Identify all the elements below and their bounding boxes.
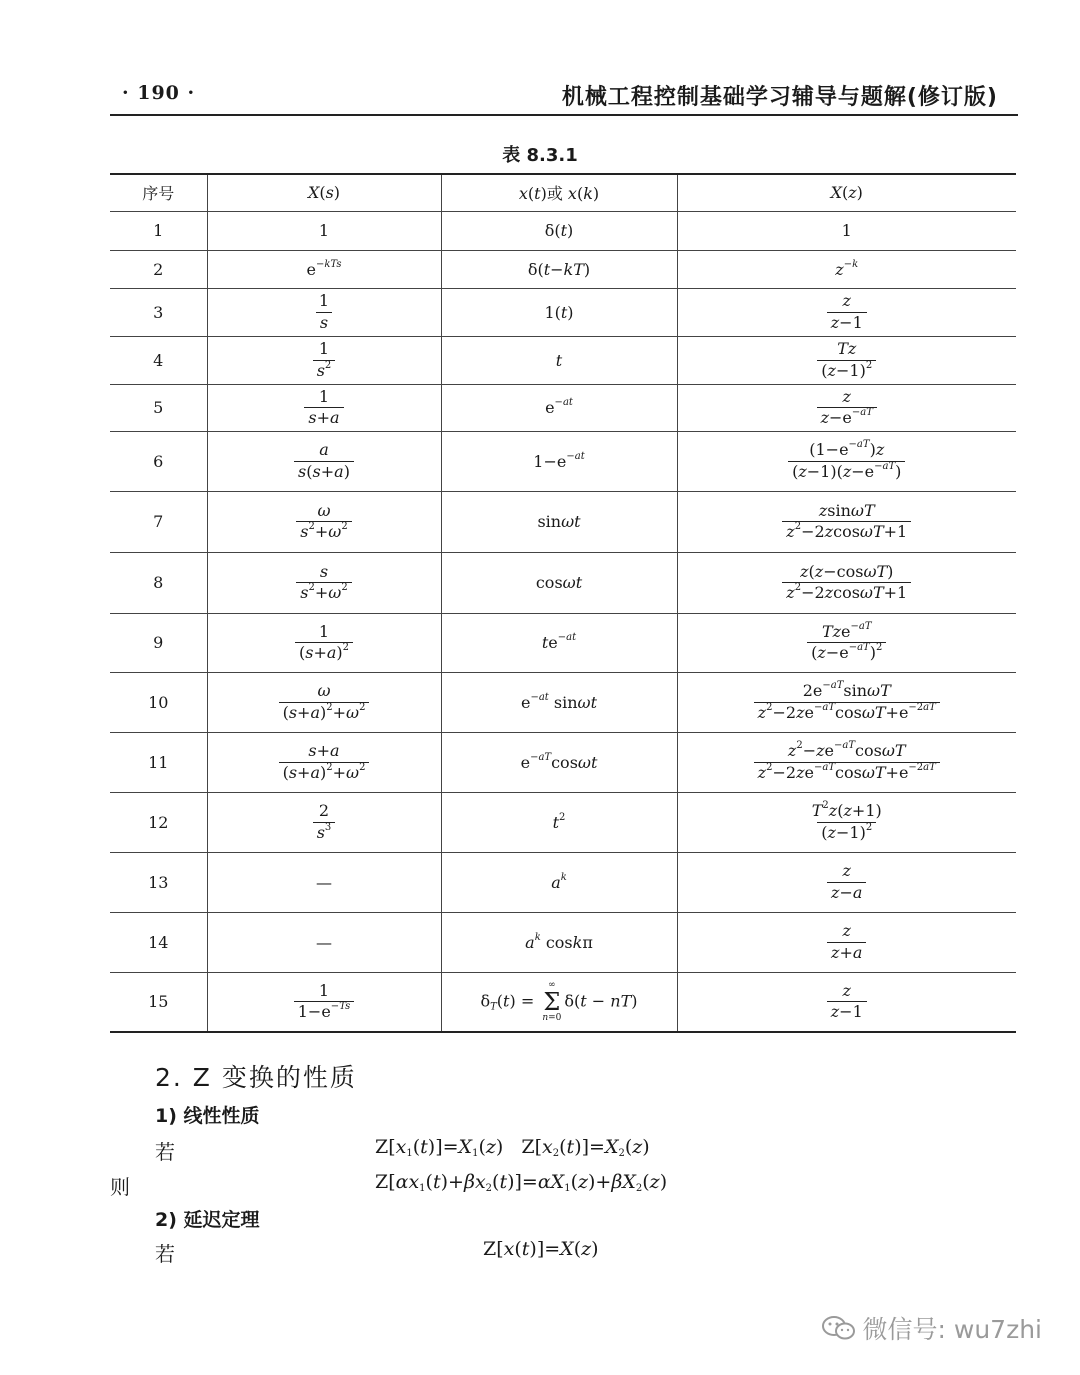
header-rule [110,114,1018,116]
cell-xt: cosωt [441,552,677,613]
cell-xs: — [207,852,441,912]
cell-xz: $\frac{zsin\omega T}{z^2-2zcos\omega T+1}$ [677,491,1016,552]
table-row [110,211,1016,250]
table-row [110,552,1016,613]
cell-xt: $te^{-at}$ [441,613,677,672]
cell-xs: $\frac{1}{(s+a)^2}$ [207,613,441,672]
if-label-2: 若 [155,1242,175,1266]
cell-xt: $\delta_T(t)$ = ∞ Σ n=0 δ(t − nT) [441,972,677,1032]
row-index: 8 [110,552,207,613]
cell-xt: 1(t) [441,288,677,336]
wechat-icon [821,1315,857,1341]
table-row [110,336,1016,384]
row-index: 7 [110,491,207,552]
row-index: 1 [110,211,207,250]
linearity-result: $Z[\alpha x_1(t)+\beta x_2(t)]=\alpha X_1(z)+\beta X_2(z)$ [375,1171,668,1194]
table-row [110,672,1016,732]
row-index: 13 [110,852,207,912]
cell-xz: $\frac{Tze^{-aT}}{(z-e^{-aT})^2}$ [677,613,1016,672]
row-index: 2 [110,250,207,288]
page-number: · 190 · [122,82,196,104]
header-index: 序号 [110,174,207,211]
section-title: 2. Z 变换的性质 [155,1063,357,1092]
row-index: 12 [110,792,207,852]
row-index: 4 [110,336,207,384]
watermark-text: 微信号: wu7zhi [862,1315,1042,1344]
cell-xz: $\frac{z}{z-1}$ [677,288,1016,336]
subsection-linearity: 1) 线性性质 [155,1105,260,1127]
book-title: 机械工程控制基础学习辅导与题解(修订版) [561,85,998,110]
cell-xs: $\frac{s}{s^2+\omega^2}$ [207,552,441,613]
table-row [110,491,1016,552]
cell-xt: sinωt [441,491,677,552]
cell-xt: $e^{-at}$ [441,384,677,431]
cell-xz: $\frac{T^2z(z+1)}{(z-1)^2}$ [677,792,1016,852]
cell-xz: $\frac{z}{z-a}$ [677,852,1016,912]
row-index: 10 [110,672,207,732]
row-index: 6 [110,431,207,491]
table-caption: 表 8.3.1 [502,145,578,166]
cell-xz: $\frac{(1-e^{-aT})z}{(z-1)(z-e^{-aT})}$ [677,431,1016,491]
cell-xs: $e^{-kTs}$ [207,250,441,288]
cell-xs: 1 [207,211,441,250]
cell-xz: $z^{-k}$ [677,250,1016,288]
cell-xz: $\frac{Tz}{(z-1)^2}$ [677,336,1016,384]
cell-xs: $\frac{\omega}{(s+a)^2+\omega^2}$ [207,672,441,732]
cell-xt: $1-e^{-at}$ [441,431,677,491]
cell-xs: — [207,912,441,972]
table-row [110,250,1016,288]
table-row [110,288,1016,336]
cell-xz: $\frac{2e^{-aT}\sin\omega T}{z^2-2ze^{-aT}\cos\omega T+e^{-2aT}}$ [677,672,1016,732]
cell-xs: $\frac{1}{1-e^{-Ts}}$ [207,972,441,1032]
then-label: 则 [110,1175,130,1199]
cell-xz: $\frac{z}{z-1}$ [677,972,1016,1032]
cell-xt: $a^k$ [441,852,677,912]
cell-xs: $\frac{a}{s(s+a)}$ [207,431,441,491]
cell-xt: $e^{-at}$ sinωt [441,672,677,732]
if-label: 若 [155,1140,175,1164]
row-index: 11 [110,732,207,792]
cell-xs: $\frac{\omega}{s^2+\omega^2}$ [207,491,441,552]
cell-xt: $a^k$ coskπ [441,912,677,972]
cell-xz: 1 [677,211,1016,250]
table-row [110,384,1016,431]
cell-xz: $\frac{z^2-ze^{-aT}\cos\omega T}{z^2-2ze^{-aT}\cos\omega T+e^{-2aT}}$ [677,732,1016,792]
cell-xs: $\frac{1}{s+a}$ [207,384,441,431]
cell-xt: δ(t) [441,211,677,250]
cell-xs: $\frac{1}{s^2}$ [207,336,441,384]
header-xt: x(t)或 x(k) [441,174,677,211]
subsection-delay: 2) 延迟定理 [155,1209,260,1231]
table-header-row [110,174,1016,211]
cell-xz: $\frac{z}{z-e^{-aT}}$ [677,384,1016,431]
row-index: 5 [110,384,207,431]
table-row [110,732,1016,792]
row-index: 15 [110,972,207,1032]
table-row [110,972,1016,1032]
delay-premise: Z[x(t)]=X(z) [483,1238,599,1260]
row-index: 3 [110,288,207,336]
header-xs: X(s) [207,174,441,211]
row-index: 9 [110,613,207,672]
cell-xs: $\frac{2}{s^3}$ [207,792,441,852]
table-row [110,912,1016,972]
cell-xz: $\frac{z(z-\cos\omega T)}{z^2-2zcos\omega T+1}$ [677,552,1016,613]
z-transform-table [110,173,1016,1033]
table-row [110,792,1016,852]
table-row [110,852,1016,912]
table-row [110,613,1016,672]
cell-xz: $\frac{z}{z+a}$ [677,912,1016,972]
cell-xt: t [441,336,677,384]
linearity-premise: $Z[x_1(t)]=X_1(z)$ $Z[x_2(t)]=X_2(z)$ [375,1136,650,1159]
cell-xs: $\frac{s+a}{(s+a)^2+\omega^2}$ [207,732,441,792]
table-row [110,431,1016,491]
cell-xs: $\frac{1}{s}$ [207,288,441,336]
cell-xt: $t^2$ [441,792,677,852]
wechat-watermark [821,1310,1042,1346]
header-xz: X(z) [677,174,1016,211]
cell-xt: δ(t−kT) [441,250,677,288]
row-index: 14 [110,912,207,972]
cell-xt: $e^{-aT}\cos\omega t$ [441,732,677,792]
